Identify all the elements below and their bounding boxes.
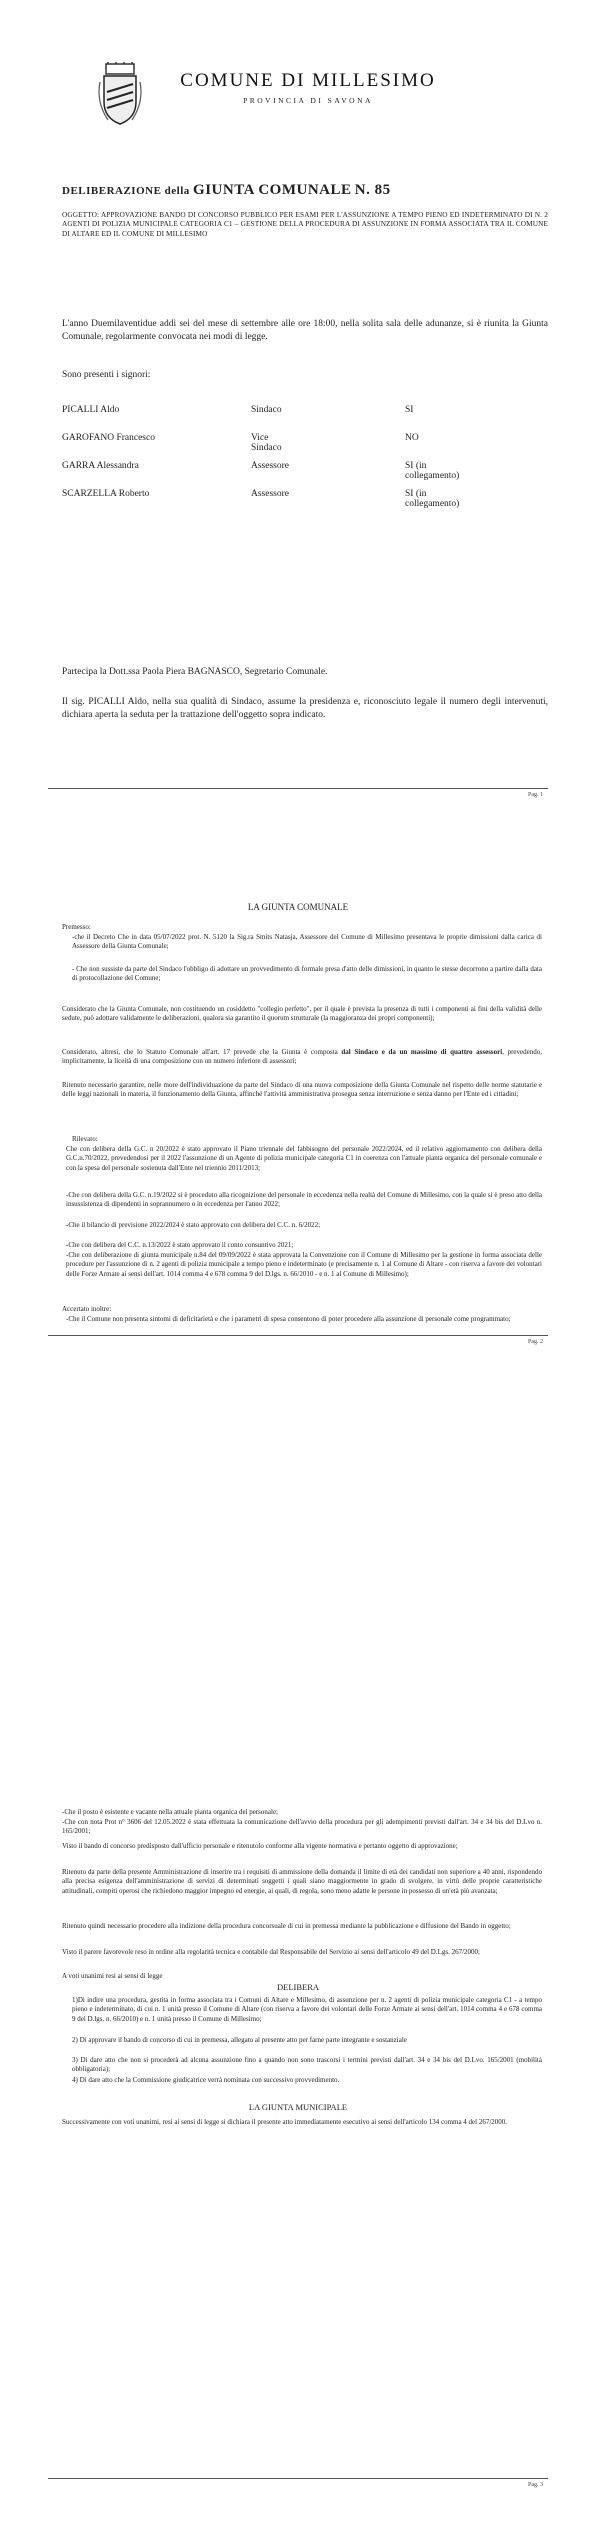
attendee-row [62, 461, 460, 481]
attendee-presence: SI (in collegamento) [405, 461, 460, 481]
considerato-part: Considerato, altresì, che lo Statuto Comunale all'art. 17 prevede che la Giunta è composta [62, 1048, 342, 1056]
voti-text: A voti unanimi resi ai sensi di legge [62, 1972, 163, 1980]
delibera-item: 2) Di approvare il bando di concorso di cui in premessa, allegato al presente atto per farne parte integrante e sostanziale [72, 2036, 407, 2044]
page-number: Pag. 3 [528, 2482, 543, 2488]
section-title: LA GIUNTA COMUNALE [247, 902, 349, 912]
considerato-text: Considerato che la Giunta Comunale, non costituendo un cosiddetto "collegio perfetto", per il quale è prevista la presenza di tutti i componenti ai fini della validità delle sedute, può adottare validamente le deliberazioni, qualora sia garantito il quorum strutturale (la maggioranza dei propri componenti); [62, 1005, 542, 1023]
delibera-heading: DELIBERA [276, 1982, 320, 1992]
footer-rule [48, 1335, 548, 1336]
ritenuto-limit-text: Ritenuto da parte della presente Amministrazione di inserire tra i requisiti di ammissione della domanda il limite di età dei candidati non superiore a 40 anni, rispondendo alla precisa esigenza dell'amministrazione di servizi di determinati soggetti i quali siano maggiormente in grado di svolgere, in virtù delle proprie caratteristiche attitudinali, compiti operosi che richiedono maggior impegno ed energie, ai quali, di regola, sono meno adatte le persone in possesso di un'età più avanzata; [62, 1868, 542, 1895]
page-number: Pag. 2 [528, 1339, 543, 1345]
present-label: Sono presenti i signori: [62, 370, 151, 380]
rilevato-item: -Che con deliberazione di giunta municipale n.84 del 09/09/2022 è stata approvata la Convenzione con il Comune di Millesimo per la gestione in forma associata delle procedure per l'assunzione di n. 2 agenti di polizia municipale a tempo pieno e indeterminato (e precisamente n. 1 al Comune di Altare - con riserva a favore dei volontari delle Forze Armate ai sensi dell'art. 1014 comma 4 e 678 comma 9 del D.lgs. n. 66/2010 - e n. 1 al Comune di Millesimo); [66, 1251, 542, 1278]
footer-rule [48, 2478, 548, 2479]
considerato-part: , prevedendo, implicitamente, la liceità di una composizione con un numero inferiore di assessori; [62, 1048, 543, 1066]
rilevato-item: -Che il bilancio di previsione 2022/2024 è stato approvato con delibera del C.C. n. 6/2022; [66, 1221, 321, 1229]
deliberation-heading [62, 182, 391, 199]
deliberation-number: N. 85 [354, 182, 391, 198]
attendee-presence: SI [405, 405, 414, 415]
final-text: Successivamente con voti unanimi, resi ai sensi di legge si dichiara il presente atto immediatamente esecutivo ai sensi dell'articolo 134 comma 4 del 267/2000. [62, 2118, 508, 2126]
attendee-role: Assessore [251, 461, 289, 471]
parere-text: Visto il parere favorevole reso in ordine alla regolarità tecnica e contabile dal Responsabile del Servizio ai sensi dell'articolo 49 del D.Lgs. 267/2000; [62, 1948, 480, 1956]
accertato-label: Accertato inoltre: [62, 1305, 112, 1313]
attendee-row [62, 489, 460, 509]
list-item: -Che con nota Prot n° 3606 del 12.05.2022 è stata effettuata la comunicazione dell'avvio della procedura per gli adempimenti previsti dall'art. 34 e 34 bis del D.Lvo n. 165/2001; [62, 1818, 542, 1836]
visto-text: Visto il bando di concorso predisposto dall'ufficio personale e ritenutolo conforme alla vigente normativa e pertanto oggetto di approvazione; [62, 1842, 458, 1850]
page-number: Pag. 1 [528, 792, 543, 798]
deliberation-prefix: DELIBERAZIONE della [62, 185, 190, 197]
attendee-presence: SI (in collegamento) [405, 489, 460, 509]
rilevato-item: -Che con delibera della G.C. n.19/2022 si è proceduto alla ricognizione del personale in eccedenza nella realtà del Comune di Millesimo, con la quale si è preso atto della insussistenza di dipendenti in soprannumero o in eccedenza per l'anno 2022; [66, 1191, 542, 1209]
subject-text: OGGETTO: APPROVAZIONE BANDO DI CONCORSO PUBBLICO PER ESAMI PER L'ASSUNZIONE A TEMPO PIENO ED INDETERMINATO DI N. 2 AGENTI DI POLIZIA MUNICIPALE CATEGORIA C1 – GESTIONE DELLA PROCEDURA DI ASSUNZIONE IN FORMA ASSOCIATA TRA IL COMUNE DI ALTARE ED IL COMUNE DI MILLESIMO [62, 210, 548, 238]
page-1 [0, 0, 595, 840]
attendee-name: PICALLI Aldo [62, 405, 120, 415]
premesso-item: - Che non sussiste da parte del Sindaco l'obbligo di adottare un provvedimento di formale presa d'atto delle dimissioni, in quanto le stesse decorrono a partire dalla data di protocollazione del Comune; [72, 965, 542, 983]
attendee-row [62, 405, 414, 415]
ritenuto-text: Ritenuto necessario garantire, nelle more dell'individuazione da parte del Sindaco di una nuova composizione della Giunta Comunale nel rispetto delle norme statutarie e delle leggi nazionali in materia, il funzionamento della Giunta, affinché l'attività amministrativa prosegua senza interruzione e senza danno per l'Ente ed i cittadini; [62, 1081, 542, 1099]
attendee-row [62, 433, 419, 453]
premesso-label: Premesso: [62, 923, 91, 931]
attendee-name: SCARZELLA Roberto [62, 489, 150, 499]
presidency-text: Il sig. PICALLI Aldo, nella sua qualità di Sindaco, assume la presidenza e, riconosciuto legale il numero degli intervenuti, dichiara aperta la seduta per la trattazione dell'oggetto sopra indicato. [62, 697, 548, 720]
rilevato-label: Rilevato: [72, 1135, 98, 1143]
intro-text: L'anno Duemilaventidue addì sei del mese di settembre alle ore 18:00, nella solita sala delle adunanze, si è riunita la Giunta Comunale, regolarmente convocata nei modi di legge. [62, 319, 548, 342]
page-3 [0, 1690, 595, 2536]
page-2 [0, 845, 595, 1690]
delibera-item: 4) Di dare atto che la Commissione giudicatrice verrà nominata con successivo provvedimento. [72, 2076, 340, 2084]
attendee-role: Sindaco [251, 405, 282, 415]
footer-rule [48, 788, 548, 789]
delibera-item: 3) Di dare atto che non si procederà ad alcuna assunzione fino a quando non sono trascorsi i termini previsti dall'art. 34 e 34 bis del D.Lvo. 165/2001 (mobilità obbligatoria); [72, 2056, 542, 2074]
secretary-text: Partecipa la Dott.ssa Paola Piera BAGNASCO, Segretario Comunale. [62, 667, 328, 677]
attendee-name: GARRA Alessandra [62, 461, 139, 471]
attendee-role: Assessore [251, 489, 289, 499]
accertato-item: -Che il Comune non presenta sintomi di deficitarietà e che i parametri di spesa consentono di poter procedere alla assunzione di personale come programmato; [66, 1315, 511, 1323]
province-name: PROVINCIA DI SAVONA [243, 96, 373, 105]
rilevato-item: Che con delibera della G.C. n 20/2022 è stato approvato il Piano triennale del fabbisogno del personale 2022/2024, ed il relativo aggiornamento con delibera della G.C.n.70/2022, prevedendosi per il 2022 l'assunzione di un Agente di polizia municipale categoria C1 in coerenza con l'attuale pianta organica del personale comunale e con la spesa del personale sostenuta dall'Ente nel triennio 2011/2013; [66, 1145, 542, 1172]
attendee-role: Vice Sindaco [251, 433, 282, 453]
list-item: -Che il posto è esistente e vacante nella attuale pianta organica del personale; [62, 1808, 279, 1816]
delibera-item: 1)Di indire una procedura, gestita in forma associata tra i Comuni di Altare e Millesimo, di assunzione per n. 2 agenti di polizia municipale categoria C1 - a tempo pieno e indeterminato, di cui n. 1 unità presso il Comune di Altare (con riserva a favore dei volontari delle Forze Armate ai sensi dell'art. 1014 comma 4 e 678 comma 9 del D.lgs. n. 66/2010) e n. 1 unità presso il Comune di Millesimo; [72, 1996, 542, 2023]
municipality-name: COMUNE DI MILLESIMO [180, 70, 436, 91]
attendee-name: GAROFANO Francesco [62, 433, 155, 443]
section-title: LA GIUNTA MUNICIPALE [248, 2102, 348, 2112]
ritenuto-procedure-text: Ritenuto quindi necessario procedere alla indizione della procedura concorsuale di cui in premessa mediante la pubblicazione e diffusione del Bando in oggetto; [62, 1922, 511, 1930]
considerato-bold: dal Sindaco e da un massimo di quattro assessori [341, 1048, 503, 1056]
premesso-item: -che il Decreto Che in data 05/07/2022 prot. N. 5120 la Sig.ra Smits Natasja, Assessore del Comune di Millesimo presentava le proprie dimissioni dalla carica di Assessore della Giunta Comunale; [72, 933, 542, 951]
deliberation-body: GIUNTA COMUNALE [193, 182, 352, 198]
considerato-altresi-text [62, 1048, 542, 1067]
attendee-presence: NO [405, 433, 419, 443]
coat-of-arms-icon [98, 62, 142, 128]
rilevato-item: -Che con delibera del C.C. n.13/2022 è stato approvato il conto consuntivo 2021; [66, 1241, 294, 1249]
